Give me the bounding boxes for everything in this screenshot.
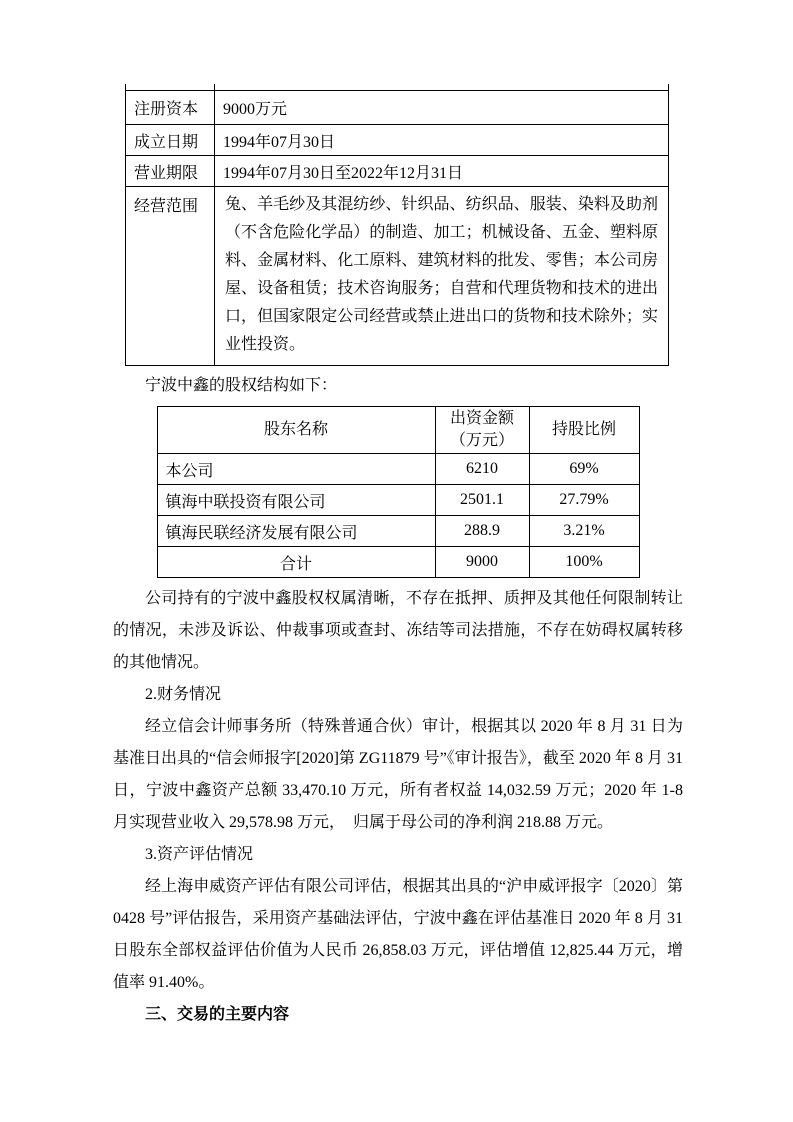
valuation-paragraph: 经上海申威资产评估有限公司评估，根据其出具的“沪申威评报字〔2020〕第 0428 号”评估报告，采用资产基础法评估，宁波中鑫在评估基准日 2020 年 8 月 31 日股东全部权益评估价值为人民币 26,858.03 万元，评估增值 12,825.44 万元，增值率 91.40%。 (113, 878, 683, 991)
info-value: 1994年07月30日至2022年12月31日 (215, 156, 669, 187)
info-label: 营业期限 (126, 156, 215, 187)
info-label: 经营范围 (126, 187, 215, 366)
table-row (157, 485, 639, 516)
finance-paragraph: 经立信会计师事务所（特殊普通合伙）审计，根据其以 2020 年 8 月 31 日为基准日出具的“信会师报字[2020]第 ZG11879 号”《审计报告》，截至 2020 年 8 月 31 日，宁波中鑫资产总额 33,470.10 万元，所有者权益 14,032.59 万元；2020 年 1-8 月实现营业收入 29,578.98 万元， 归属于母公司的净利润 218.88 万元。 (113, 718, 683, 831)
company-info-table (125, 84, 669, 366)
holding-ratio: 27.79% (529, 485, 639, 516)
info-label: 注册资本 (126, 91, 215, 125)
col-header-amount-line2: （万元） (449, 432, 514, 449)
info-label: 成立日期 (126, 125, 215, 156)
capital-amount: 6210 (435, 454, 529, 485)
table-total-row (157, 547, 639, 578)
col-header-amount-line1: 出资金额 (449, 410, 514, 427)
table-row (126, 125, 669, 156)
shareholder-name: 镇海中联投资有限公司 (157, 485, 435, 516)
col-header-amount (435, 407, 529, 454)
total-amount: 9000 (435, 547, 529, 578)
business-scope-text: 兔、羊毛纱及其混纺纱、针织品、纺织品、服装、染料及助剂（不含危险化学品）的制造、加工；机械设备、五金、塑料原料、金属材料、化工原料、建筑材料的批发、零售；本公司房屋、设备租赁；技术咨询服务；自营和代理货物和技术的进出口，但国家限定公司经营或禁止进出口的货物和技术除外；实业性投资。 (215, 187, 669, 366)
equity-structure-table (157, 406, 640, 578)
equity-structure-intro: 宁波中鑫的股权结构如下： (145, 377, 338, 394)
total-ratio: 100% (529, 547, 639, 578)
col-header-ratio: 持股比例 (529, 407, 639, 454)
shareholder-name: 镇海民联经济发展有限公司 (157, 516, 435, 547)
table-row (157, 516, 639, 547)
info-value: 1994年07月30日 (215, 125, 669, 156)
holding-ratio: 3.21% (529, 516, 639, 547)
holding-ratio: 69% (529, 454, 639, 485)
capital-amount: 2501.1 (435, 485, 529, 516)
table-row (126, 187, 669, 366)
table-row (126, 156, 669, 187)
shareholder-name: 本公司 (157, 454, 435, 485)
table-row (126, 91, 669, 125)
finance-heading: 2.财务情况 (145, 686, 222, 703)
valuation-heading: 3.资产评估情况 (145, 846, 254, 863)
total-label: 合计 (157, 547, 435, 578)
table-row (157, 454, 639, 485)
table-header-row (157, 407, 639, 454)
info-value: 9000万元 (215, 91, 669, 125)
ownership-paragraph: 公司持有的宁波中鑫股权权属清晰，不存在抵押、质押及其他任何限制转让的情况，未涉及诉讼、仲裁事项或查封、冻结等司法措施，不存在妨碍权属转移的其他情况。 (113, 590, 683, 671)
main-content-section-heading: 三、交易的主要内容 (145, 1006, 290, 1023)
page-content (113, 84, 683, 1031)
capital-amount: 288.9 (435, 516, 529, 547)
col-header-shareholder: 股东名称 (157, 407, 435, 454)
